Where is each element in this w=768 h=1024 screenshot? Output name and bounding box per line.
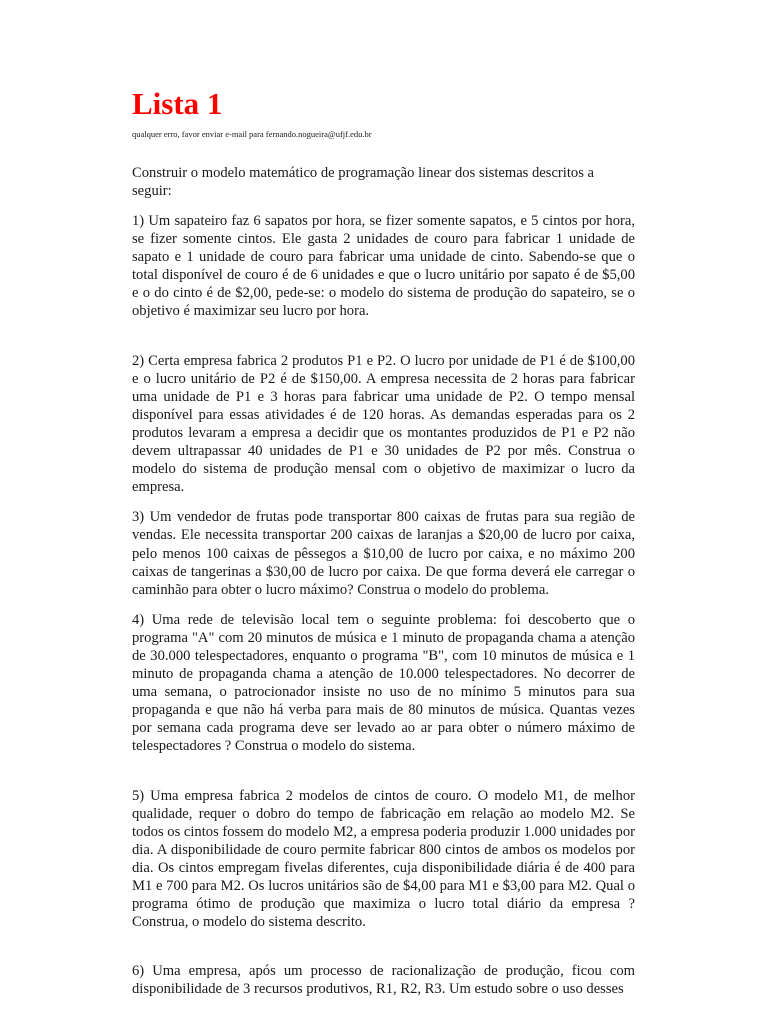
problem-2: 2) Certa empresa fabrica 2 produtos P1 e P2. O lucro por unidade de P1 é de $100,00 e o lucro unitário de P2 é de $150,00. A empresa necessita de 2 horas para fabricar uma unidade de P1 e 3 horas para fabricar uma unidade de P2. O tempo mensal disponível para essas atividades é de 120 horas. As demandas esperadas para os 2 produtos levaram a empresa a decidir que os montantes produzidos de P1 e P2 não devem ultrapassar 40 unidades de P1 e 30 unidades de P2 por mês. Construa o modelo do sistema de produção mensal com o objetivo de maximizar o lucro da empresa. [132, 352, 635, 496]
document-content [132, 86, 635, 998]
paragraph-spacer [132, 756, 635, 787]
problem-4: 4) Uma rede de televisão local tem o seguinte problema: foi descoberto que o programa "A" com 20 minutos de música e 1 minuto de propaganda chama a atenção de 30.000 telespectadores, enquanto o programa "B", com 10 minutos de música e 1 minuto de propaganda chama a atenção de 10.000 telespectadores. No decorrer de uma semana, o patrocionador insiste no uso de no mínimo 5 minutos para sua propaganda e que não há verba para mais de 80 minutos de música. Quantas vezes por semana cada programa deve ser levado ao ar para obter o número máximo de telespectadores ? Construa o modelo do sistema. [132, 611, 635, 755]
document-title: Lista 1 [132, 86, 223, 121]
problem-6: 6) Uma empresa, após um processo de racionalização de produção, ficou com disponibilidade de 3 recursos produtivos, R1, R2, R3. Um estudo sobre o uso desses [132, 963, 635, 998]
problem-3: 3) Um vendedor de frutas pode transportar 800 caixas de frutas para sua região de vendas. Ele necessita transportar 200 caixas de laranjas a $20,00 de lucro por caixa, pelo menos 100 caixas de pêssegos a $10,00 de lucro por caixa, e no máximo 200 caixas de tangerinas a $30,00 de lucro por caixa. De que forma deverá ele carregar o caminhão para obter o lucro máximo? Construa o modelo do problema. [132, 509, 635, 598]
paragraph-spacer [132, 321, 635, 352]
contact-note: qualquer erro, favor enviar e-mail para fernando.nogueira@ufjf.edu.br [132, 129, 372, 139]
paragraph-spacer [132, 599, 635, 611]
problem-1: 1) Um sapateiro faz 6 sapatos por hora, se fizer somente sapatos, e 5 cintos por hora, se fizer somente cintos. Ele gasta 2 unidades de couro para fabricar 1 unidade de sapato e 1 unidade de couro para fabricar uma unidade de cinto. Sabendo-se que o total disponível de couro é de 6 unidades e que o lucro unitário por sapato é de $5,00 e o do cinto é de $2,00, pede-se: o modelo do sistema de produção do sapateiro, se o objetivo é maximizar seu lucro por hora. [132, 213, 635, 320]
problem-5: 5) Uma empresa fabrica 2 modelos de cintos de couro. O modelo M1, de melhor qualidade, requer o dobro do tempo de fabricação em relação ao modelo M2. Se todos os cintos fossem do modelo M2, a empresa poderia produzir 1.000 unidades por dia. A disponibilidade de couro permite fabricar 800 cintos de ambos os modelos por dia. Os cintos empregam fivelas diferentes, cuja disponibilidade diária é de 400 para M1 e 700 para M2. Os lucros unitários são de $4,00 para M1 e $3,00 para M2. Qual o programa ótimo de produção que maximiza o lucro total diário da empresa ? Construa, o modelo do sistema descrito. [132, 787, 635, 931]
intro-paragraph: Construir o modelo matemático de programação linear dos sistemas descritos a seguir: [132, 165, 595, 199]
paragraph-spacer [132, 931, 635, 962]
paragraph-spacer [132, 496, 635, 508]
